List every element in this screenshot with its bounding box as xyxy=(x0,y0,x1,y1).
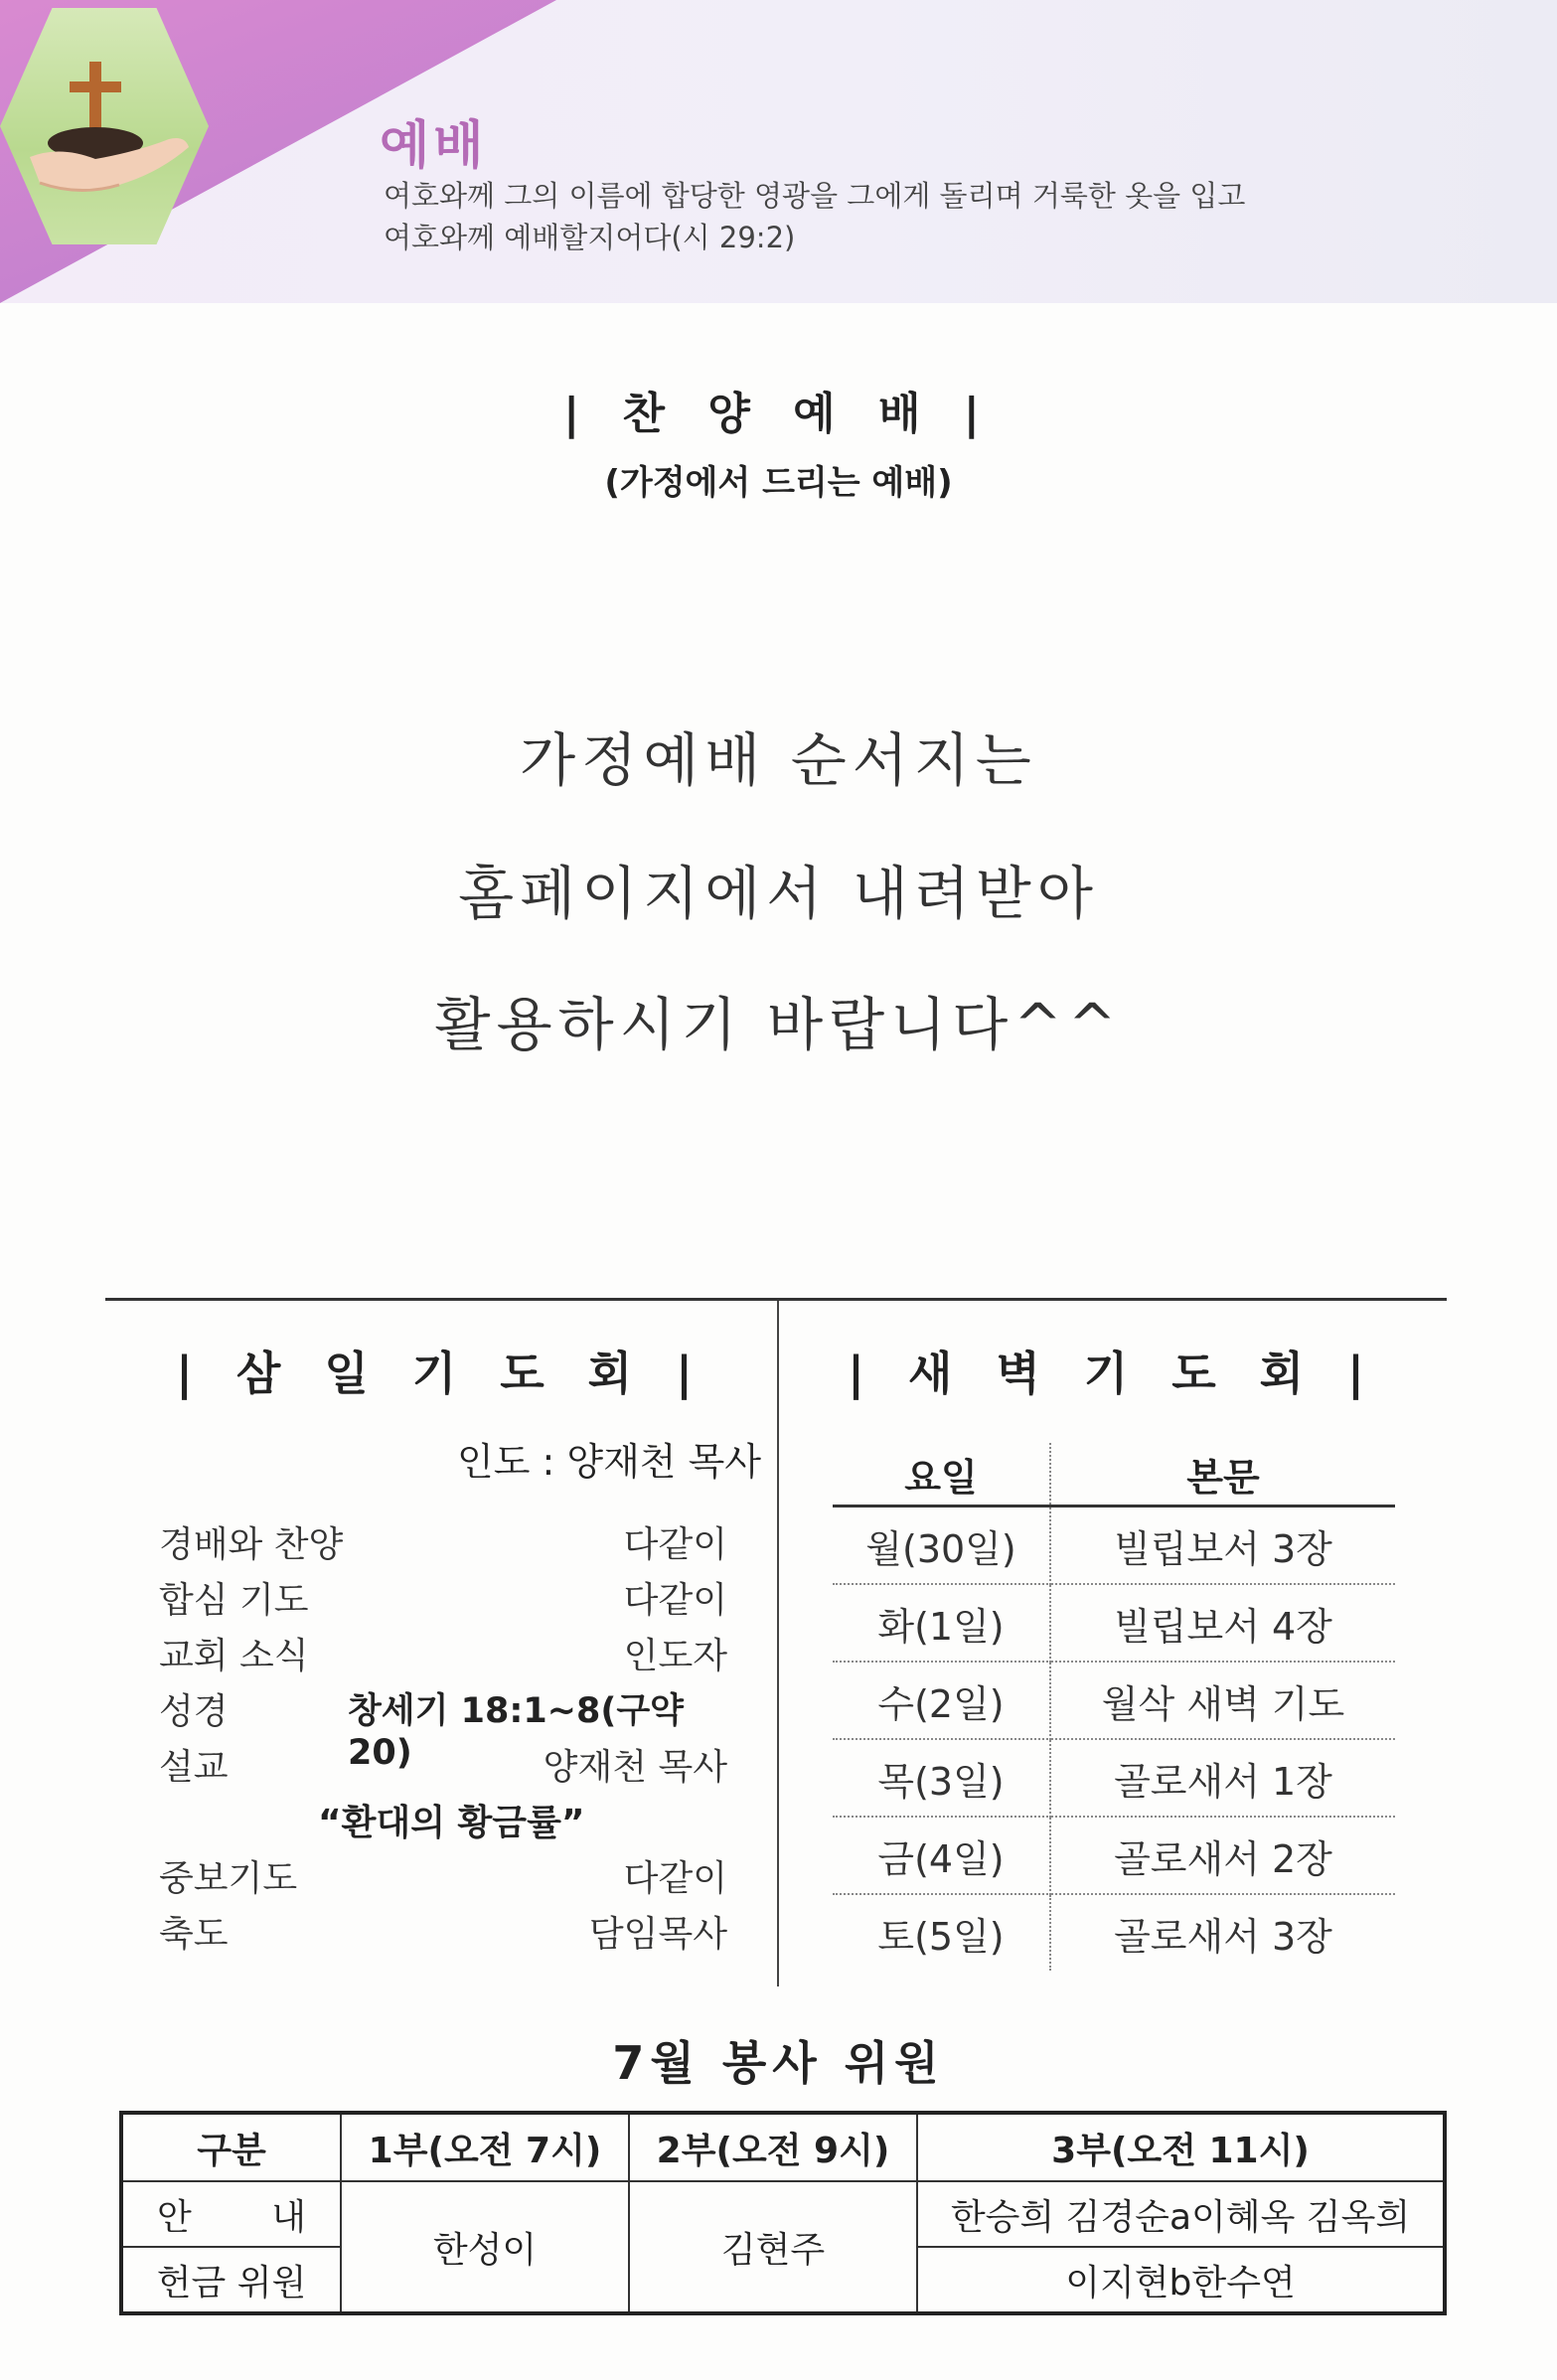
table-row xyxy=(121,2181,1445,2247)
scripture-cell: 빌립보서 4장 xyxy=(1050,1584,1395,1662)
wednesday-prayer-title: | 삼 일 기 도 회 | xyxy=(176,1347,706,1400)
table-row xyxy=(833,1894,1395,1971)
handwritten-note-line: 가정예배 순서지는 xyxy=(520,726,1037,794)
label-part: 내 xyxy=(271,2196,306,2238)
list-item xyxy=(159,1572,727,1628)
dawn-prayer-title: | 새 벽 기 도 회 | xyxy=(848,1347,1378,1400)
column-header: 1부(오전 7시) xyxy=(341,2113,629,2181)
prayer-leader: 인도 : 양재천 목사 xyxy=(457,1440,761,1484)
verse-line: 여호와께 예배할지어다(시 29:2) xyxy=(384,221,796,254)
day-cell: 금(4일) xyxy=(833,1817,1050,1894)
order-value: 양재천 목사 xyxy=(543,1747,727,1788)
row-label: 헌금 위원 xyxy=(121,2247,341,2313)
volunteers-table xyxy=(119,2111,1447,2315)
column-header: 본문 xyxy=(1050,1443,1395,1507)
order-value: 다같이 xyxy=(623,1858,727,1899)
scripture-cell: 골로새서 1장 xyxy=(1050,1739,1395,1817)
order-label: 중보기도 xyxy=(159,1858,298,1899)
scripture-cell: 골로새서 2장 xyxy=(1050,1817,1395,1894)
column-header: 구분 xyxy=(121,2113,341,2181)
day-cell: 수(2일) xyxy=(833,1662,1050,1739)
order-value: 다같이 xyxy=(623,1524,727,1565)
section-divider xyxy=(105,1298,1447,1301)
order-label: 경배와 찬양 xyxy=(159,1524,344,1565)
column-header: 2부(오전 9시) xyxy=(629,2113,917,2181)
column-header: 요일 xyxy=(833,1443,1050,1507)
day-cell: 월(30일) xyxy=(833,1507,1050,1585)
day-cell: 목(3일) xyxy=(833,1739,1050,1817)
guide-label xyxy=(123,2189,340,2240)
row-label xyxy=(121,2181,341,2247)
order-value: 담임목사 xyxy=(588,1914,727,1955)
service-order-list xyxy=(159,1516,727,1962)
handwritten-note-line: 홈페이지에서 내려받아 xyxy=(458,860,1099,927)
handwritten-note-line: 활용하시기 바랍니다^^ xyxy=(434,991,1123,1058)
sermon-title: “환대의 황금률” xyxy=(318,1803,585,1843)
list-item xyxy=(159,1516,727,1572)
scripture-reference: 창세기 18:1~8(구약 20) xyxy=(348,1691,684,1773)
verse-line: 여호와께 그의 이름에 합당한 영광을 그에게 돌리며 거룩한 옷을 입고 xyxy=(384,179,1246,213)
list-item xyxy=(159,1795,727,1850)
scripture-cell: 월삭 새벽 기도 xyxy=(1050,1662,1395,1739)
scripture-cell: 골로새서 3장 xyxy=(1114,1914,1332,1959)
table-header-row xyxy=(121,2113,1445,2181)
list-item xyxy=(159,1850,727,1906)
table-row xyxy=(833,1662,1395,1739)
order-label: 설교 xyxy=(159,1747,229,1788)
column-divider xyxy=(777,1301,779,1986)
day-cell: 화(1일) xyxy=(833,1584,1050,1662)
list-item xyxy=(159,1906,727,1962)
order-label: 교회 소식 xyxy=(159,1636,309,1676)
order-label: 성경 xyxy=(159,1691,229,1732)
volunteer-cell: 이지현b한수연 xyxy=(917,2247,1445,2313)
list-item xyxy=(159,1739,727,1795)
volunteer-cell: 한승희 김경순a이혜옥 김옥희 xyxy=(917,2181,1445,2247)
table-row xyxy=(833,1507,1395,1585)
order-label: 합심 기도 xyxy=(159,1580,309,1621)
header-verse xyxy=(384,175,1377,258)
dawn-prayer-table xyxy=(833,1443,1395,1971)
volunteers-title: 7월 봉사 위원 xyxy=(612,2036,945,2090)
volunteer-cell: 한성이 xyxy=(341,2181,629,2313)
volunteer-cell: 김현주 xyxy=(629,2181,917,2313)
label-part: 안 xyxy=(157,2196,192,2238)
page-title: 예배 xyxy=(380,116,488,176)
order-value: 다같이 xyxy=(623,1580,727,1621)
day-cell: 토(5일) xyxy=(833,1894,1050,1971)
order-label: 축도 xyxy=(159,1914,229,1955)
table-row xyxy=(833,1817,1395,1894)
praise-worship-subtitle: (가정에서 드리는 예배) xyxy=(604,463,953,503)
praise-worship-title: | 찬 양 예 배 | xyxy=(563,389,994,439)
order-value: 인도자 xyxy=(623,1636,727,1676)
table-row xyxy=(833,1739,1395,1817)
table-header-row xyxy=(833,1443,1395,1507)
table-row xyxy=(833,1584,1395,1662)
scripture-cell: 빌립보서 3장 xyxy=(1050,1507,1395,1585)
list-item xyxy=(159,1628,727,1683)
column-header: 3부(오전 11시) xyxy=(917,2113,1445,2181)
